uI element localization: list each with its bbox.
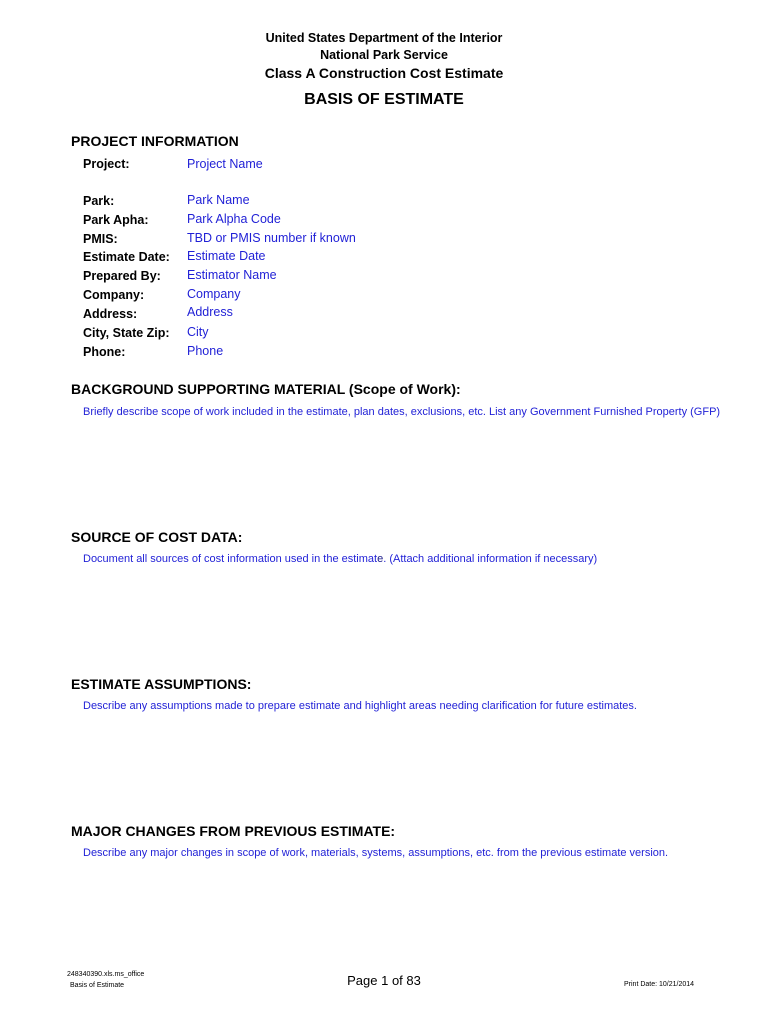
changes-note[interactable]: Describe any major changes in scope of work, materials, systems, assumptions, etc. from the previous estimate version.: [83, 847, 669, 859]
company-value[interactable]: Company: [187, 287, 241, 301]
pmis-value[interactable]: TBD or PMIS number if known: [187, 231, 356, 245]
project-information-heading: PROJECT INFORMATION: [71, 133, 239, 149]
park-label: Park:: [83, 194, 115, 208]
estimate-class: Class A Construction Cost Estimate: [264, 65, 504, 81]
department-name: United States Department of the Interior: [265, 31, 503, 45]
footer-page-number: Page 1 of 83: [347, 973, 421, 988]
phone-label: Phone:: [83, 345, 126, 359]
background-note[interactable]: Briefly describe scope of work included in the estimate, plan dates, exclusions, etc. List any Government Furnished Property (GFP): [83, 406, 721, 418]
park-alpha-value[interactable]: Park Alpha Code: [187, 212, 281, 226]
source-note-part3: . (Attach additional information if necessary): [383, 553, 598, 565]
address-value[interactable]: Address: [187, 305, 233, 319]
city-state-zip-value[interactable]: City: [187, 325, 209, 339]
page-title: BASIS OF ESTIMATE: [304, 91, 464, 108]
company-label: Company:: [83, 288, 145, 302]
source-note[interactable]: [83, 552, 723, 567]
project-label: Project:: [83, 157, 130, 171]
footer-file-name: 248340390.xls.ms_office: [67, 971, 145, 978]
background-heading: BACKGROUND SUPPORTING MATERIAL (Scope of Work):: [71, 381, 461, 397]
assumptions-heading: ESTIMATE ASSUMPTIONS:: [71, 676, 252, 692]
footer-print-date: Print Date: 10/21/2014: [624, 981, 695, 988]
assumptions-note[interactable]: Describe any assumptions made to prepare estimate and highlight areas needing clarification for future estimates.: [83, 700, 637, 712]
footer-sheet-name: Basis of Estimate: [70, 982, 125, 989]
phone-value[interactable]: Phone: [187, 344, 224, 358]
address-label: Address:: [83, 307, 138, 321]
source-note-part2: e: [377, 553, 384, 565]
pmis-label: PMIS:: [83, 232, 118, 246]
prepared-by-label: Prepared By:: [83, 269, 161, 283]
project-value[interactable]: Project Name: [187, 157, 263, 171]
source-heading: SOURCE OF COST DATA:: [71, 529, 243, 545]
agency-name: National Park Service: [320, 48, 448, 62]
estimate-date-label: Estimate Date:: [83, 250, 170, 264]
prepared-by-value[interactable]: Estimator Name: [187, 268, 277, 282]
city-state-zip-label: City, State Zip:: [83, 326, 170, 340]
changes-heading: MAJOR CHANGES FROM PREVIOUS ESTIMATE:: [71, 823, 396, 839]
estimate-date-value[interactable]: Estimate Date: [187, 249, 266, 263]
park-value[interactable]: Park Name: [187, 193, 250, 207]
park-alpha-label: Park Apha:: [83, 213, 149, 227]
source-note-part1: Document all sources of cost information used in the estimat: [83, 553, 378, 565]
